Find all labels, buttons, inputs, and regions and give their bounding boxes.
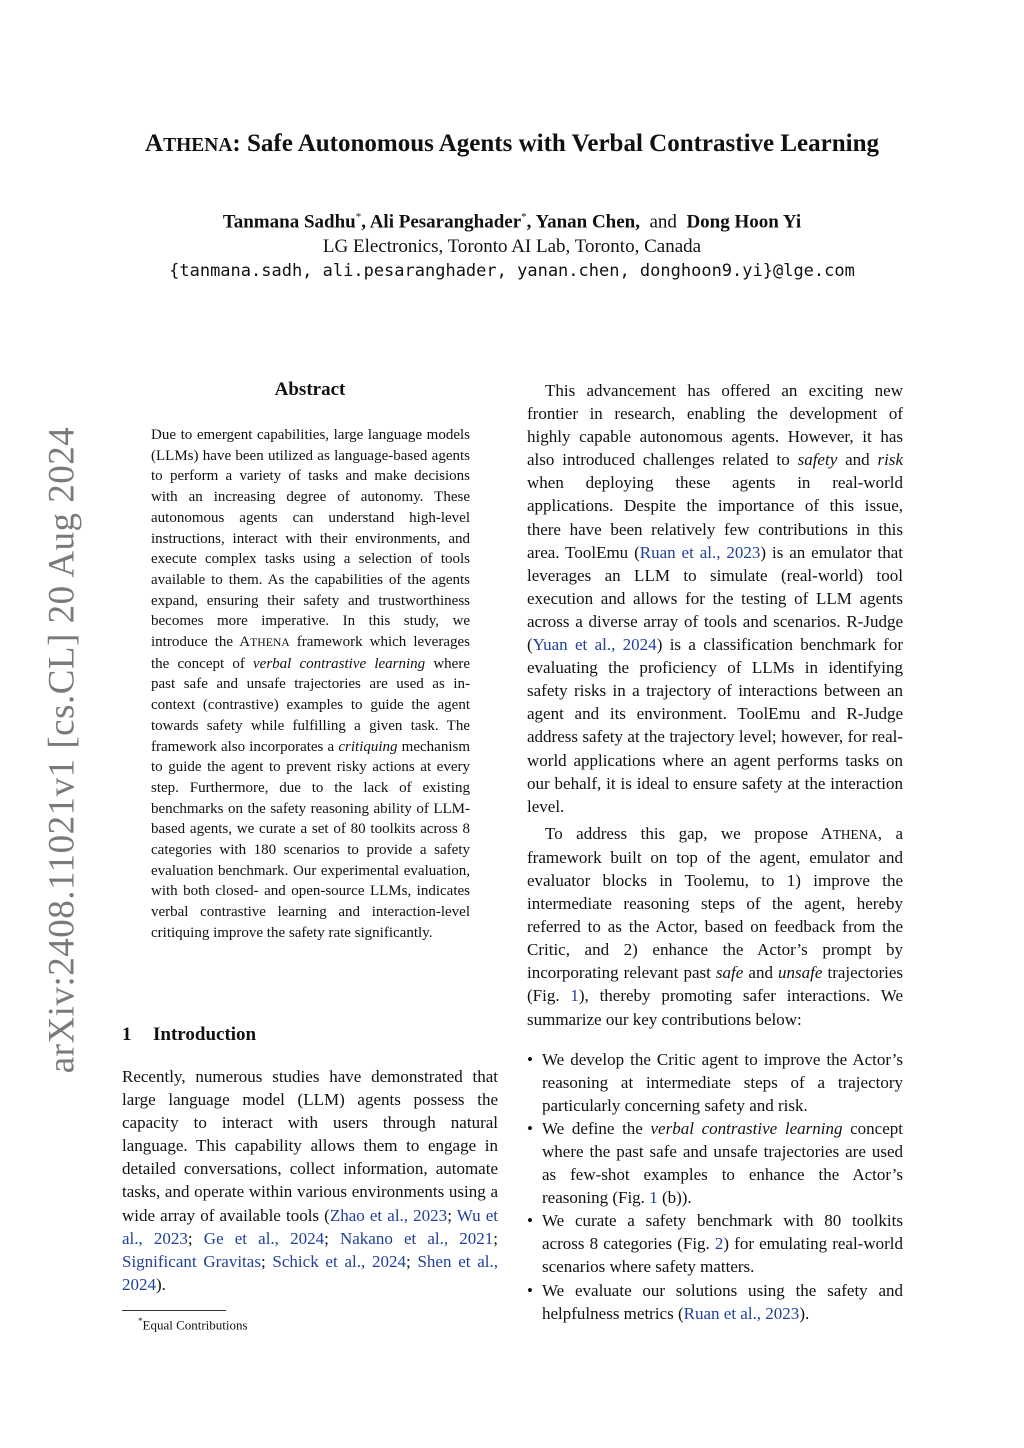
emphasis: risk <box>877 450 904 470</box>
list-item-text: We define the <box>542 1118 651 1138</box>
body-text: trajectories (Fig. <box>527 963 904 1006</box>
author-sep: and <box>640 211 687 233</box>
abstract-text: mechanism to guide the agent to prevent risky actions at every step. Furthermore, due to the lack of existing benchmarks on the safety reasoning ability of LLM-based agents, we curate a set of 80 toolkits across 8 categories with 180 scenarios to provide a safety evaluation benchmark. Our experimental evaluation, with both closed- and open-source LLMs, indicates verbal contrastive learning and interaction-level critiquing improve the safety rate significantly. <box>151 738 470 941</box>
title-athena <box>145 130 232 157</box>
abstract-emphasis: verbal contrastive learning <box>253 655 426 672</box>
list-item <box>527 1279 903 1325</box>
intro-text: Recently, numerous studies have demonstrated that large language model (LLM) agents possess the capacity to interact with users through natural language. This capability allows them to engage in detailed conversations, collect information, automate tasks, and operate within various environments using a wide array of available tools ( <box>122 1067 498 1225</box>
body-text: ), thereby promoting safer interactions. We summarize our key contributions below: <box>527 986 903 1029</box>
figure-ref-link[interactable]: 2 <box>714 1234 724 1254</box>
footnote-divider <box>122 1310 226 1311</box>
citation-link[interactable]: Ruan et al., 2023 <box>639 542 761 562</box>
author-sep: , <box>526 211 536 233</box>
author-sep: , <box>361 211 370 233</box>
title-rest: : Safe Autonomous Agents with Verbal Contrastive Learning <box>232 130 879 157</box>
citation-link[interactable]: Zhao et al., 2023 <box>329 1205 448 1225</box>
emphasis: safety <box>797 450 838 470</box>
list-item-text: We evaluate our solutions using the safety and helpfulness metrics ( <box>542 1280 903 1323</box>
citation-link[interactable]: Shen et al., 2024 <box>122 1251 498 1294</box>
abstract-text: Due to emergent capabilities, large language models (LLMs) have been utilized as language-based agents to perform a variety of tasks and make decisions with an increasing degree of autonomy. These autonomous agents can understand high-level instructions, interact with their environments, and execute complex tasks using a selection of tools available to them. As the capabilities of the agents expand, ensuring their safety and trustworthiness becomes more imperative. In this study, we introduce the <box>151 427 470 651</box>
footnote-text: Equal Contributions <box>142 1317 248 1333</box>
abstract-body <box>151 425 470 944</box>
citation-link[interactable]: Yuan et al., 2024 <box>532 635 657 655</box>
body-text: and <box>743 963 779 983</box>
abstract-text: framework which leverages the concept of <box>151 634 470 672</box>
author-mark: * <box>355 211 362 223</box>
list-item-text: We develop the Critic agent to improve the Actor’s reasoning at intermediate steps of a trajectory particularly concerning safety and risk. <box>542 1049 903 1115</box>
body-paragraph <box>527 822 903 1031</box>
title-athena-initial: A <box>145 130 164 157</box>
athena-initial: A <box>820 823 833 843</box>
list-item <box>527 1048 903 1117</box>
affiliation: LG Electronics, Toronto AI Lab, Toronto, Canada <box>322 236 702 257</box>
figure-ref-link[interactable]: 1 <box>649 1188 658 1208</box>
body-text: This advancement has offered an exciting new frontier in research, enabling the development of highly capable autonomous agents. However, it has also introduced challenges related to <box>527 381 903 470</box>
body-text: ) is a classification benchmark for evaluating the proficiency of LLMs in identifying safety risks in a trajectory of interactions between an agent and its environment. ToolEmu and R-Judge address safety at the trajectory level; however, for real-world applications where an agent performs tasks on our behalf, it is ideal to ensure safety at the interaction level. <box>527 635 903 816</box>
section-title: Introduction <box>153 1024 257 1045</box>
list-item-text: (b)). <box>657 1188 692 1208</box>
body-paragraph <box>527 379 903 818</box>
intro-text: ; <box>324 1228 340 1248</box>
list-item <box>527 1209 903 1278</box>
intro-text: ; <box>493 1228 499 1248</box>
citation-link[interactable]: Schick et al., 2024 <box>272 1251 406 1271</box>
right-column <box>527 379 903 1325</box>
figure-ref-link[interactable]: 1 <box>570 986 579 1006</box>
author-name: Ali Pesaranghader <box>369 211 522 233</box>
list-item-text: concept where the past safe and unsafe trajectories are used as few-shot examples to enhance the Actor’s reasoning (Fig. <box>542 1118 903 1208</box>
author-emails: {tanmana.sadh, ali.pesaranghader, yanan.chen, donghoon9.yi}@lge.com <box>169 261 855 281</box>
author-name: Dong Hoon Yi <box>686 211 802 233</box>
athena-smallcaps: THENA <box>832 826 878 842</box>
emphasis: verbal contrastive learning <box>650 1118 843 1138</box>
emphasis: safe <box>715 963 744 983</box>
title-athena-smallcaps: THENA <box>163 135 233 156</box>
intro-text: ; <box>405 1251 418 1271</box>
intro-text: ). <box>156 1274 166 1294</box>
citation-link[interactable]: Wu et al., 2023 <box>122 1205 498 1248</box>
intro-paragraph <box>122 1065 498 1296</box>
body-text: To address this gap, we propose <box>545 823 821 843</box>
list-item-text: ) for emulating real-world scenarios where safety matters. <box>542 1234 903 1277</box>
arxiv-identifier-stamp: arXiv:2408.11021v1 [cs.CL] 20 Aug 2024 <box>41 426 83 1074</box>
body-text: , a framework built on top of the agent, emulator and evaluator blocks in Toolemu, to 1) improve the intermediate reasoning steps of the agent, hereby referred to as the Actor, based on feedback from the Critic, and 2) enhance the Actor’s prompt by incorporating relevant past <box>527 823 903 983</box>
author-name: Yanan Chen, <box>535 211 640 233</box>
abstract-heading: Abstract <box>274 379 346 400</box>
citation-link[interactable]: Significant Gravitas <box>122 1251 261 1271</box>
athena-initial: A <box>239 634 251 651</box>
athena-smallcaps: THENA <box>250 636 290 650</box>
section-heading-introduction <box>122 1024 256 1046</box>
body-text: when deploying these agents in real-world applications. Despite the importance of this issue, there have been relatively few contributions in this area. ToolEmu ( <box>527 473 903 562</box>
footnote <box>138 1316 248 1333</box>
paper-title <box>0 130 1024 158</box>
intro-text: ; <box>447 1205 457 1225</box>
list-item <box>527 1117 903 1209</box>
author-name: Tanmana Sadhu <box>222 211 356 233</box>
list-item-text: ). <box>799 1303 810 1323</box>
author-list <box>0 211 1024 233</box>
footnote-mark: * <box>138 1316 143 1326</box>
body-text: ) is an emulator that leverages an LLM to simulate (real-world) tool execution and allows for the testing of LLM agents across a diverse array of tools and scenarios. R-Judge ( <box>527 542 903 655</box>
intro-text: ; <box>260 1251 273 1271</box>
citation-link[interactable]: Nakano et al., 2021 <box>339 1228 494 1248</box>
abstract-emphasis: critiquing <box>338 738 398 755</box>
author-mark: * <box>521 211 527 223</box>
list-item-text: We curate a safety benchmark with 80 toolkits across 8 categories (Fig. <box>542 1211 903 1254</box>
body-text: and <box>837 450 878 470</box>
abstract-text: where past safe and unsafe trajectories are used as in-context (contrastive) examples to guide the agent towards safety while fulfilling a given task. The framework also incorporates a <box>151 655 470 755</box>
intro-text: ; <box>187 1228 204 1248</box>
citation-link[interactable]: Ge et al., 2024 <box>203 1228 325 1248</box>
contributions-list <box>527 1048 903 1325</box>
citation-link[interactable]: Ruan et al., 2023 <box>683 1303 800 1323</box>
section-number: 1 <box>122 1024 132 1045</box>
emphasis: unsafe <box>778 963 823 983</box>
